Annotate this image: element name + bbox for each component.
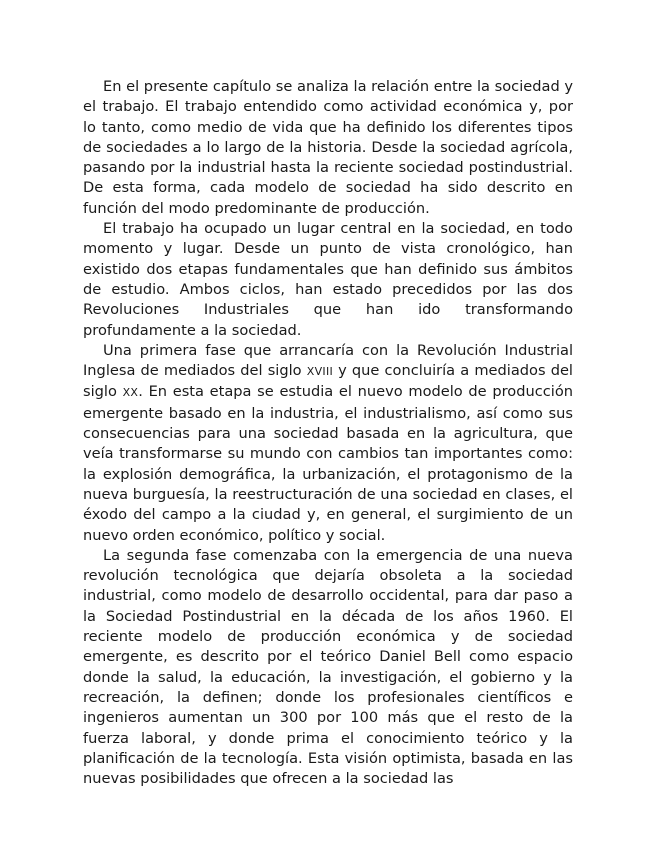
paragraph-3-text-a: Una primera fase que arrancaría con la Revolución Industrial Inglesa de mediados del siglo [83, 341, 573, 380]
paragraph-4: La segunda fase comenzaba con la emergencia de una nueva revolución tecnológica que dejaría obsoleta a la sociedad industrial, como modelo de desarrollo occidental, para dar paso a la Sociedad Postindustrial en la década de los años 1960. El reciente modelo de producción económica y de sociedad emergente, es descrito por el teórico Daniel Bell como espacio donde la salud, la educación, la investigación, el gobierno y la recreación, la definen; donde los profesionales científicos e ingenieros aumentan un 300 por 100 más que el resto de la fuerza laboral, y donde prima el conocimiento teórico y la planificación de la tecnología. Esta visión optimista, basada en las nuevas posibilidades que ofrecen a la sociedad las [83, 546, 573, 788]
paragraph-2: El trabajo ha ocupado un lugar central en la sociedad, en todo momento y lugar. Desde un punto de vista cronológico, han existido dos etapas fundamentales que han definido sus ámbitos de estudio. Ambos ciclos, han estado precedidos por las dos Revoluciones Industriales que han ido transformando profundamente a la sociedad. [83, 220, 573, 339]
century-roman-numeral-xx: XX [122, 386, 139, 400]
paragraph-3 [83, 341, 573, 546]
paragraph-3-text-c: . En esta etapa se estudia el nuevo modelo de producción emergente basado en la industria, el industrialismo, así como sus consecuencias para una sociedad basada en la agricultura, que veía transformarse su mundo con cambios tan importantes como: la explosión demográfica, la urbanización, el protagonismo de la nueva burguesía, la reestructuración de una sociedad en clases, el éxodo del campo a la ciudad y, en general, el surgimiento de un nuevo orden económico, político y social. [83, 383, 573, 544]
document-body [83, 77, 573, 789]
paragraph-1: En el presente capítulo se analiza la relación entre la sociedad y el trabajo. El trabajo entendido como actividad económica y, por lo tanto, como medio de vida que ha definido los diferentes tipos de sociedades a lo largo de la historia. Desde la sociedad agrícola, pasando por la industrial hasta la reciente sociedad postindustrial. De esta forma, cada modelo de sociedad ha sido descrito en función del modo predominante de producción. [83, 78, 573, 217]
century-roman-numeral-xviii: XVIII [306, 365, 334, 379]
paragraph-3-text-b: y que concluiría a mediados del siglo [83, 362, 573, 401]
